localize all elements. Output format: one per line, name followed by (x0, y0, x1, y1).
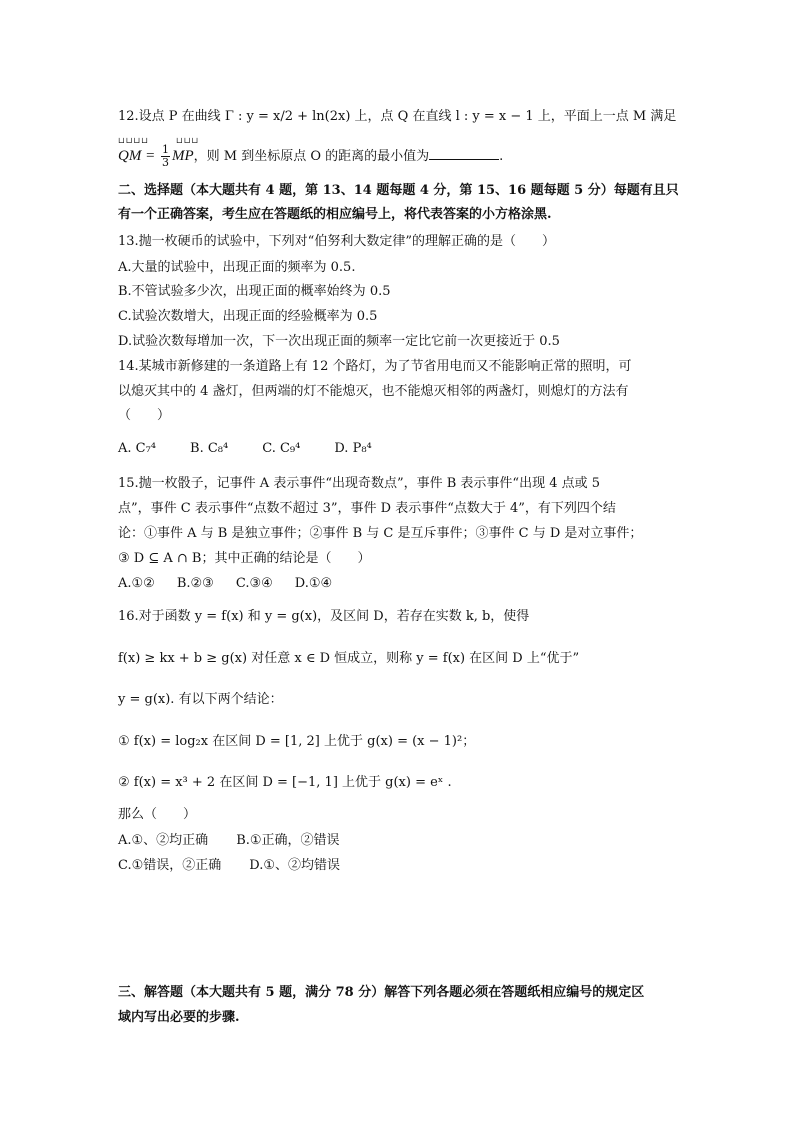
q15-line4: ③ D ⊆ A ∩ B；其中正确的结论是（ ） (118, 551, 371, 566)
q14-options (118, 440, 406, 458)
q16-line6: 那么（ ） (118, 807, 197, 822)
q12-fraction (161, 144, 170, 169)
q14-option-b: B. C₈⁴ (190, 441, 229, 456)
q15-options (118, 575, 366, 593)
section3-heading-line2: 域内写出必要的步骤. (118, 1010, 240, 1025)
q13-option-b: B.不管试验多少次，出现正面的概率始终为 0.5 (118, 284, 391, 299)
section2-heading-line1: 二、选择题（本大题共有 4 题，第 13、14 题每题 4 分，第 15、16 题每题 5 分）每题有且只 (118, 183, 679, 198)
q12-answer-blank[interactable] (429, 147, 499, 160)
q16-options-row1 (118, 832, 374, 850)
q16-option-c: C.①错误，②正确 (118, 858, 222, 873)
q16-line1: 16.对于函数 y = f(x) 和 y = g(x)，及区间 D，若存在实数 k, b，使得 (118, 609, 530, 624)
q12-line2 (118, 144, 503, 169)
q13-option-a: A.大量的试验中，出现正面的频率为 0.5. (118, 260, 356, 275)
q16-option-a: A.①、②均正确 (118, 833, 209, 848)
q16-line4: ① f(x) = log₂x 在区间 D = [1, 2] 上优于 g(x) = (x − 1)²； (118, 734, 476, 749)
q14-line3: （ ） (118, 408, 171, 423)
q13-stem: 13.抛一枚硬币的试验中，下列对“伯努利大数定律”的理解正确的是（ ） (118, 234, 555, 249)
q14-option-c: C. C₉⁴ (262, 441, 301, 456)
q16-option-b: B.①正确，②错误 (236, 833, 340, 848)
section3-heading-line1: 三、解答题（本大题共有 5 题，满分 78 分）解答下列各题必须在答题纸相应编号的规定区 (118, 985, 645, 1000)
q15-line1: 15.抛一枚骰子，记事件 A 表示事件“出现奇数点”，事件 B 表示事件“出现 4 点或 5 (118, 476, 601, 491)
q16-line5: ② f(x) = x³ + 2 在区间 D = [−1, 1] 上优于 g(x) = eˣ . (118, 775, 452, 790)
vector-arrow-mp: ⊔⊔⊔ (176, 136, 200, 145)
q16-line2: f(x) ≥ kx + b ≥ g(x) 对任意 x ∈ D 恒成立，则称 y = f(x) 在区间 D 上“优于” (118, 651, 580, 666)
q13-option-c: C.试验次数增大，出现正面的经验概率为 0.5 (118, 309, 378, 324)
q15-option-d: D.①④ (294, 576, 333, 591)
q12-mp: MP (171, 148, 194, 164)
q15-line2: 点”，事件 C 表示事件“点数不超过 3”，事件 D 表示事件“点数大于 4”，有下列四个结 (118, 501, 616, 516)
q16-option-d: D.①、②均错误 (249, 858, 341, 873)
q15-option-a: A.①② (118, 576, 155, 591)
q14-line1: 14.某城市新修建的一条道路上有 12 个路灯，为了节省用电而又不能影响正常的照明，可 (118, 359, 632, 374)
q14-line2: 以熄灭其中的 4 盏灯，但两端的灯不能熄灭，也不能熄灭相邻的两盏灯，则熄灯的方法有 (118, 384, 629, 399)
q14-option-d: D. P₈⁴ (334, 441, 372, 456)
q15-option-c: C.③④ (235, 576, 273, 591)
q12-qm: QM = (118, 148, 159, 164)
q12-suffix: ，则 M 到坐标原点 O 的距离的最小值为 (193, 149, 430, 164)
q12-end: . (499, 149, 504, 164)
vector-arrow-qm: ⊔⊔⊔⊔ (118, 136, 149, 145)
q12-frac-num: 1 (161, 143, 169, 156)
q15-option-b: B.②③ (176, 576, 214, 591)
q16-line3: y = g(x). 有以下两个结论： (118, 692, 283, 707)
q12-frac-den: 3 (161, 156, 169, 169)
q12-line1: 12.设点 P 在曲线 Γ : y = x/2 + ln(2x) 上，点 Q 在直线 l : y = x − 1 上，平面上一点 M 满足 (118, 109, 677, 124)
q16-options-row2 (118, 857, 374, 875)
q15-line3: 论：①事件 A 与 B 是独立事件；②事件 B 与 C 是互斥事件；③事件 C 与 D 是对立事件； (118, 526, 643, 541)
q13-option-d: D.试验次数每增加一次，下一次出现正面的频率一定比它前一次更接近于 0.5 (118, 334, 560, 349)
q14-option-a: A. C₇⁴ (118, 441, 157, 456)
section2-heading-line2: 有一个正确答案，考生应在答题纸的相应编号上，将代表答案的小方格涂黑. (118, 207, 552, 222)
